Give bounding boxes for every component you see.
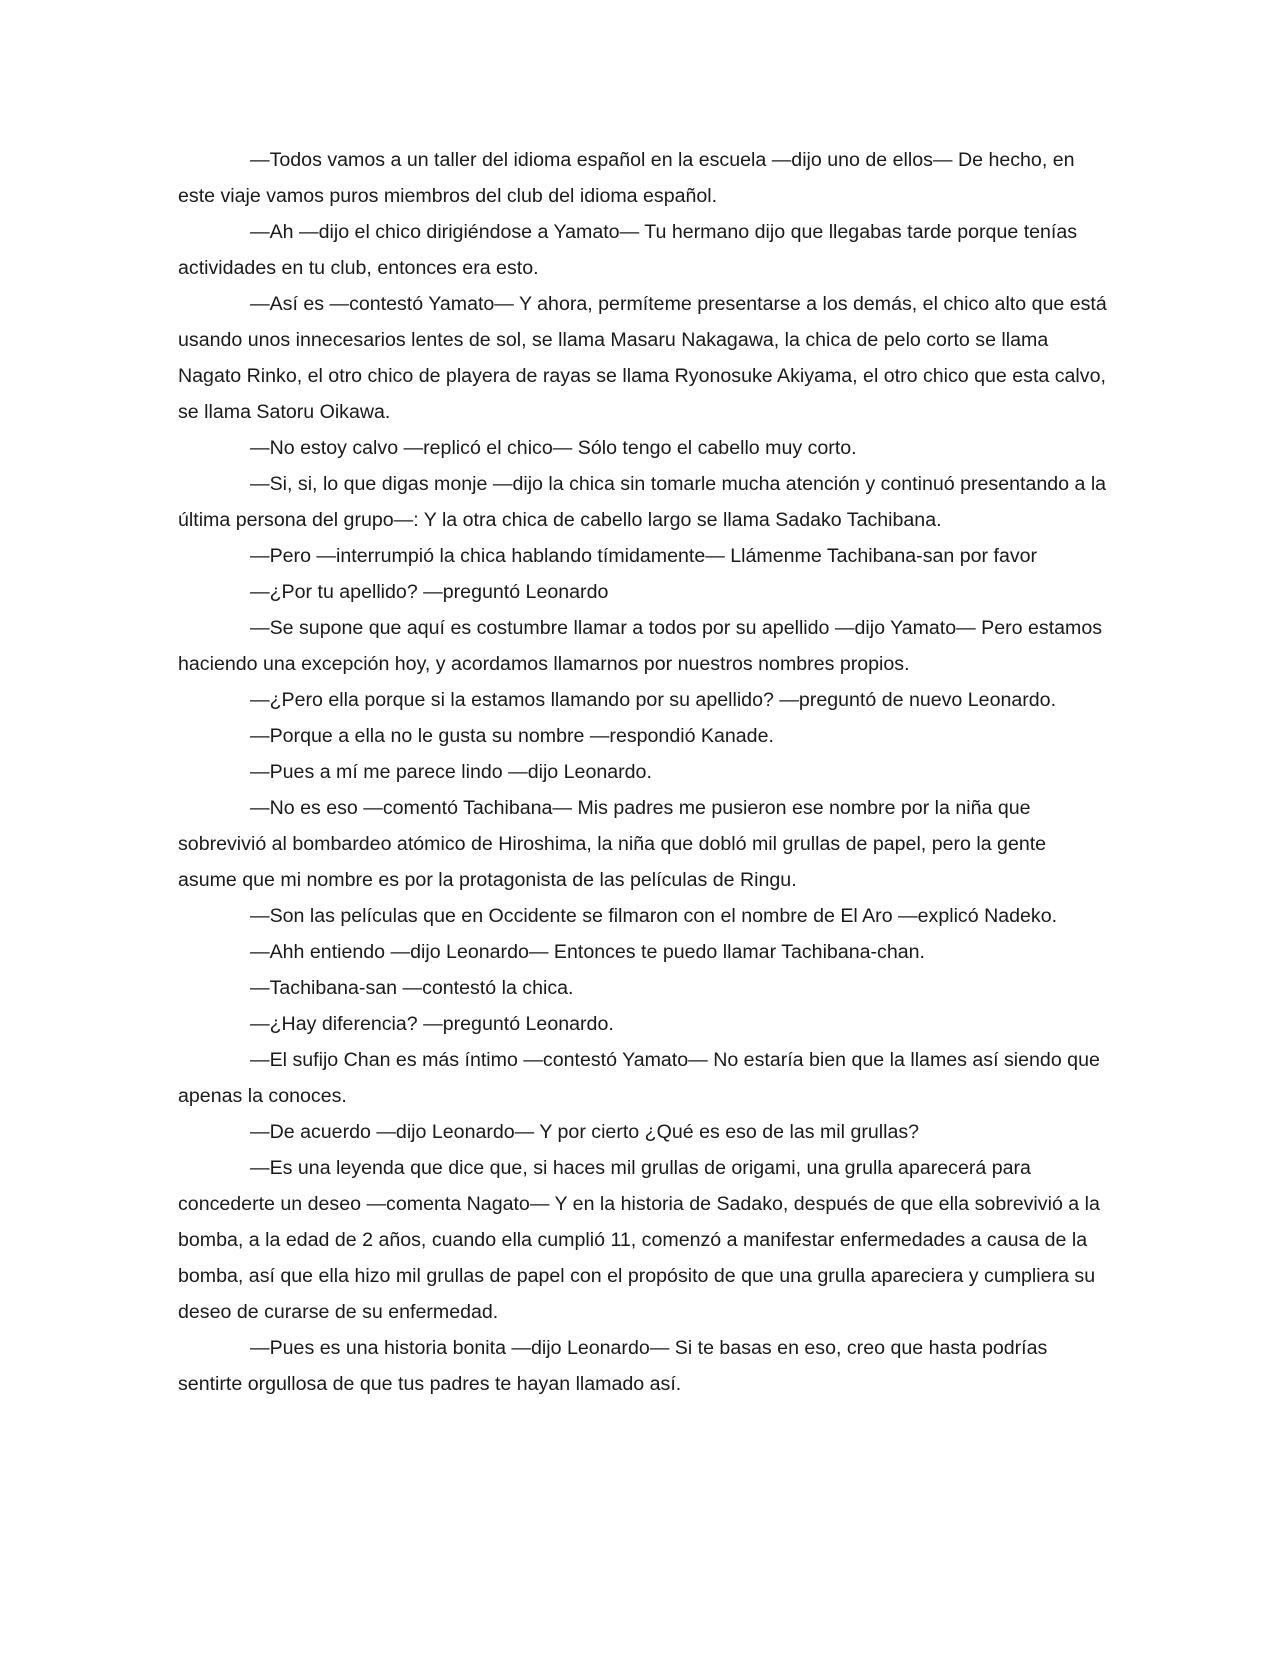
paragraph: —No estoy calvo —replicó el chico— Sólo tengo el cabello muy corto.	[250, 437, 857, 459]
paragraph: —Tachibana-san —contestó la chica.	[250, 977, 574, 999]
body-text	[178, 142, 1110, 1402]
paragraph: —Así es —contestó Yamato— Y ahora, permíteme presentarse a los demás, el chico alto que está usando unos innecesarios lentes de sol, se llama Masaru Nakagawa, la chica de pelo corto se llama Nagato Rinko, el otro chico de playera de rayas se llama Ryonosuke Akiyama, el otro chico que esta calvo, se llama Satoru Oikawa.	[178, 293, 1107, 423]
paragraph: —¿Por tu apellido? —preguntó Leonardo	[250, 581, 609, 603]
paragraph: —Se supone que aquí es costumbre llamar a todos por su apellido —dijo Yamato— Pero estamos haciendo una excepción hoy, y acordamos llamarnos por nuestros nombres propios.	[178, 617, 1103, 675]
paragraph: —Todos vamos a un taller del idioma español en la escuela —dijo uno de ellos— De hecho, en este viaje vamos puros miembros del club del idioma español.	[178, 149, 1075, 207]
paragraph: —¿Hay diferencia? —preguntó Leonardo.	[250, 1013, 614, 1035]
paragraph: —Son las películas que en Occidente se filmaron con el nombre de El Aro —explicó Nadeko.	[250, 905, 1058, 927]
paragraph: —Pues a mí me parece lindo —dijo Leonardo.	[250, 761, 652, 783]
paragraph: —Es una leyenda que dice que, si haces mil grullas de origami, una grulla aparecerá para concederte un deseo —comenta Nagato— Y en la historia de Sadako, después de que ella sobrevivió a la bomba, a la edad de 2 años, cuando ella cumplió 11, comenzó a manifestar enfermedades a causa de la bomba, así que ella hizo mil grullas de papel con el propósito de que una grulla apareciera y cumpliera su deseo de curarse de su enfermedad.	[178, 1157, 1100, 1323]
paragraph: —Ahh entiendo —dijo Leonardo— Entonces te puedo llamar Tachibana-chan.	[250, 941, 925, 963]
paragraph: —¿Pero ella porque si la estamos llamando por su apellido? —preguntó de nuevo Leonardo.	[250, 689, 1057, 711]
paragraph: —No es eso —comentó Tachibana— Mis padres me pusieron ese nombre por la niña que sobrevivió al bombardeo atómico de Hiroshima, la niña que dobló mil grullas de papel, pero la gente asume que mi nombre es por la protagonista de las películas de Ringu.	[178, 797, 1047, 891]
paragraph: —Porque a ella no le gusta su nombre —respondió Kanade.	[250, 725, 774, 747]
paragraph: —Pero —interrumpió la chica hablando tímidamente— Llámenme Tachibana-san por favor	[250, 545, 1038, 567]
paragraph: —El sufijo Chan es más íntimo —contestó Yamato— No estaría bien que la llames así siendo que apenas la conoces.	[178, 1049, 1100, 1107]
paragraph: —De acuerdo —dijo Leonardo— Y por cierto ¿Qué es eso de las mil grullas?	[250, 1121, 920, 1143]
paragraph: —Ah —dijo el chico dirigiéndose a Yamato— Tu hermano dijo que llegabas tarde porque tenías actividades en tu club, entonces era esto.	[178, 221, 1078, 279]
paragraph: —Si, si, lo que digas monje —dijo la chica sin tomarle mucha atención y continuó presentando a la última persona del grupo—: Y la otra chica de cabello largo se llama Sadako Tachibana.	[178, 473, 1107, 531]
paragraph: —Pues es una historia bonita —dijo Leonardo— Si te basas en eso, creo que hasta podrías sentirte orgullosa de que tus padres te hayan llamado así.	[178, 1337, 1048, 1395]
